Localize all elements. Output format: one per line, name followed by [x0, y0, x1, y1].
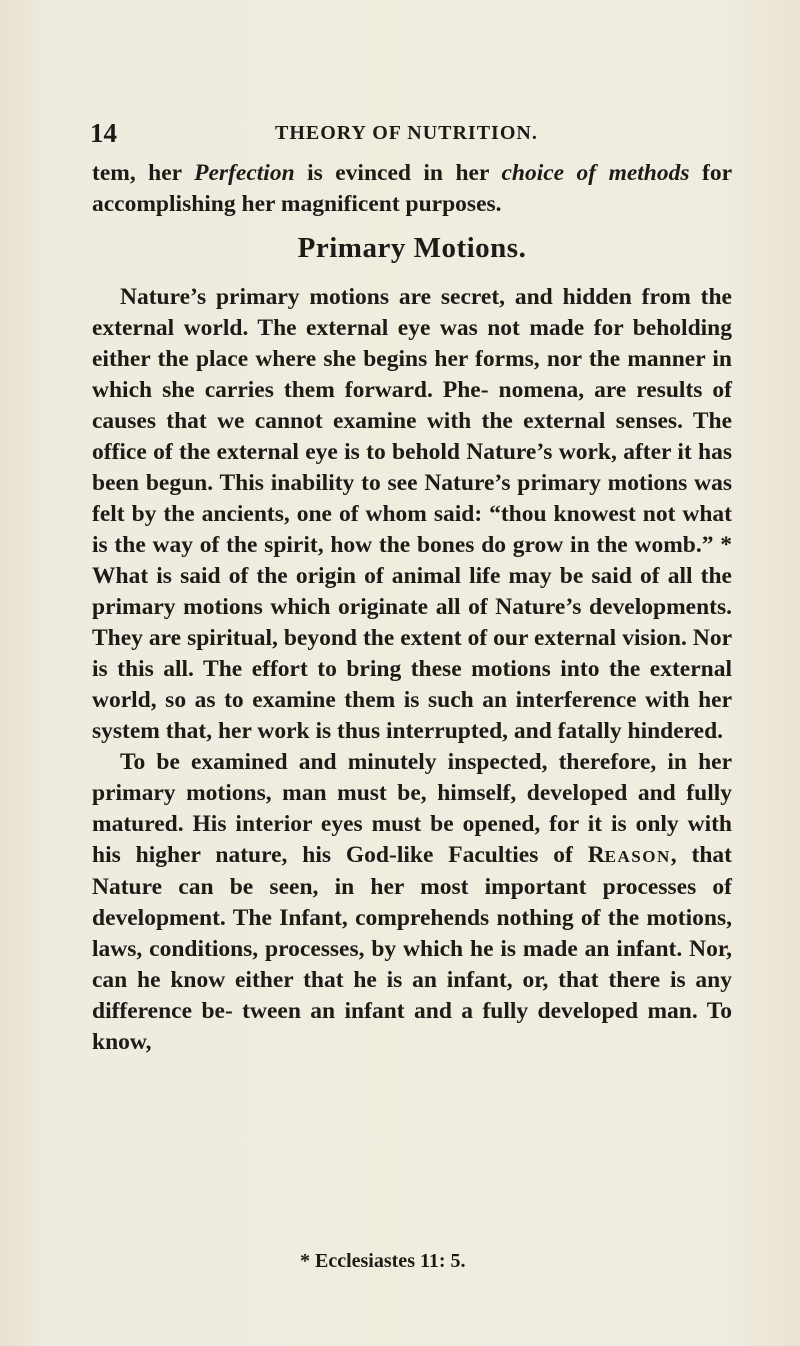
- page-header: [90, 118, 730, 148]
- intro-paragraph: [92, 158, 732, 220]
- paragraph-1: Nature’s primary motions are secret, and hidden from the external world. The external eye was not made for beholding either the place where she begins her forms, nor the manner in which she carries them forward. Phe- nomena, are results of causes that we cannot examine with the external senses. The office of the external eye is to behold Nature’s work, after it has been begun. This inability to see Nature’s primary motions was felt by the ancients, one of whom said: “thou knowest not what is the way of the spirit, how the bones do grow in the womb.” * What is said of the origin of animal life may be said of all the primary motions which originate all of Nature’s developments. They are spiritual, beyond the extent of our external vision. Nor is this all. The effort to bring these motions into the external world, so as to examine them is such an interference with her system that, her work is thus interrupted, and fatally hindered.: [92, 284, 732, 744]
- section-heading: Primary Motions.: [297, 232, 527, 264]
- footnote: * Ecclesiastes 11: 5.: [300, 1250, 466, 1272]
- paragraph-2-text: To be examined and minutely inspected, therefore, in her primary motions, man must be, himself, developed and fully matured. His interior eyes must be opened, for it is only with his higher nature, his God-like Faculties of: [92, 749, 732, 868]
- intro-italic-perfection: Perfection: [194, 160, 295, 186]
- body-text: [92, 282, 732, 1058]
- reason-smallcaps: EASON: [604, 847, 671, 866]
- intro-text: for accomplishing her magnificent purposes.: [92, 160, 732, 217]
- intro-italic-choice: choice of methods: [501, 160, 690, 186]
- intro-text: is evinced in her: [294, 160, 502, 186]
- paragraph-2-text: , that Nature can be seen, in her most important processes of development. The Infant, comprehends nothing of the motions, laws, conditions, processes, by which he is made an infant. Nor, can he know either that he is an infant, or, that there is any difference be- tween an infant and a fully developed man. To know,: [92, 842, 732, 1055]
- intro-text: tem, her: [92, 160, 195, 186]
- reason-initial: R: [587, 842, 605, 868]
- paragraph-2: [92, 747, 732, 1058]
- running-head: THEORY OF NUTRITION.: [275, 122, 538, 144]
- page-number: 14: [90, 118, 117, 148]
